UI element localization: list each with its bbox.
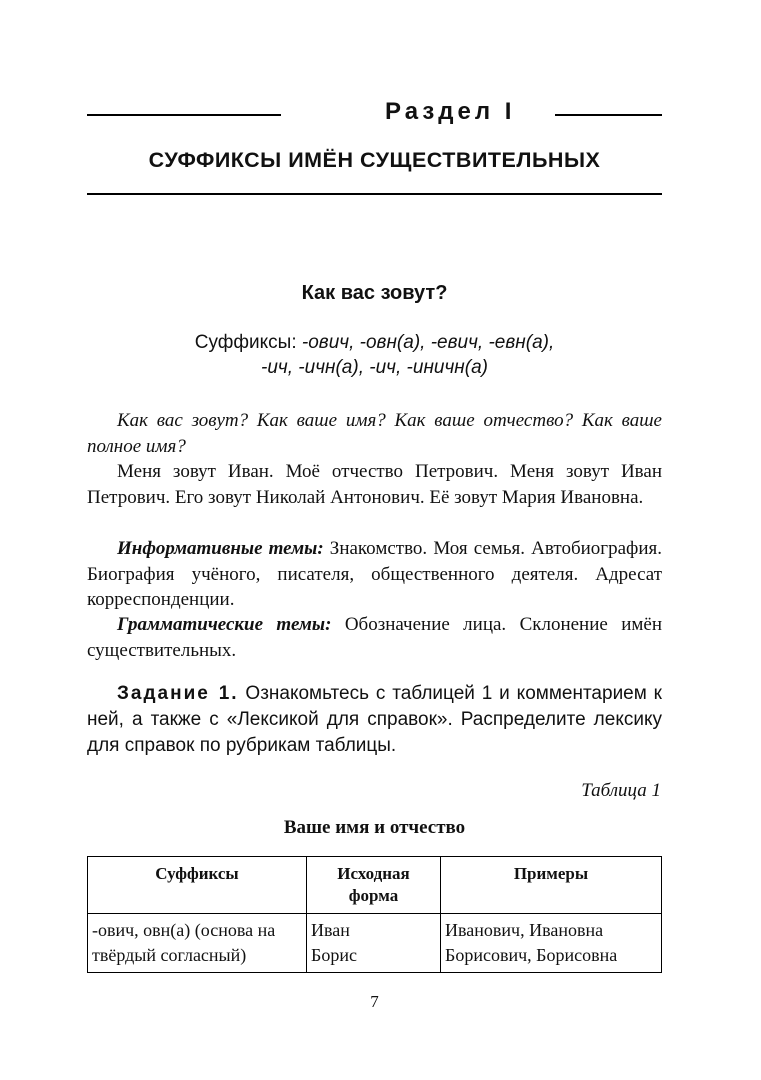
suffix-line-1 bbox=[87, 332, 662, 354]
section-header bbox=[87, 96, 662, 136]
grammar-topics-label: Грамматические темы: bbox=[117, 614, 332, 635]
header-source-form: Исходная форма bbox=[307, 857, 441, 914]
title-rule bbox=[87, 193, 662, 195]
suffix-prefix: Суффиксы: bbox=[194, 332, 302, 353]
chapter-title: СУФФИКСЫ ИМЁН СУЩЕСТВИТЕЛЬНЫХ bbox=[148, 148, 601, 172]
table-header-row bbox=[88, 857, 662, 914]
paragraph-questions bbox=[87, 408, 662, 459]
suffix-list-1: -ович, -овн(а), -евич, -евн(а), bbox=[301, 332, 555, 353]
paragraph-examples bbox=[87, 459, 662, 510]
cell-suffix: -ович, овн(а) (основа на твёрдый согласный) bbox=[88, 914, 307, 973]
lesson-title: Как вас зовут? bbox=[301, 282, 448, 304]
suffix-line-2 bbox=[87, 357, 662, 379]
section-label: Раздел I bbox=[385, 98, 516, 125]
header-suffixes: Суффиксы bbox=[88, 857, 307, 914]
task-paragraph bbox=[87, 681, 662, 759]
paragraph-info-topics bbox=[87, 536, 662, 613]
suffix-list-2: -ич, -ичн(а), -ич, -иничн(а) bbox=[261, 357, 488, 378]
questions-text: Как вас зовут? Как ваше имя? Как ваше отчество? Как ваше полное имя? bbox=[87, 410, 662, 457]
examples-text: Меня зовут Иван. Моё отчество Петрович. Меня зовут Иван Петрович. Его зовут Николай Антонович. Её зовут Мария Ивановна. bbox=[87, 461, 662, 508]
info-topics-label: Информативные темы: bbox=[117, 538, 324, 559]
info-topics-text: Знакомство. Моя семья. Автобиография. Биография учёного, писателя, общественного деятеля. Адресат корреспонденции. bbox=[87, 538, 662, 610]
task-text: Ознакомьтесь с таблицей 1 и комментарием к ней, а также с «Лексикой для справок». Распределите лексику для справок по рубрикам таблицы. bbox=[87, 683, 662, 756]
cell-examples bbox=[441, 914, 662, 973]
header-examples: Примеры bbox=[441, 857, 662, 914]
section-rule-right bbox=[555, 114, 662, 116]
grammar-topics-text: Обозначение лица. Склонение имён существительных. bbox=[87, 614, 662, 661]
example-2: Борисович, Борисовна bbox=[445, 945, 618, 965]
task-label: Задание 1. bbox=[117, 683, 239, 704]
page-number: 7 bbox=[370, 992, 379, 1011]
table-title: Ваше имя и отчество bbox=[283, 817, 466, 838]
patronymic-table bbox=[87, 856, 662, 973]
cell-source-form bbox=[307, 914, 441, 973]
table-row bbox=[88, 914, 662, 973]
paragraph-grammar-topics bbox=[87, 612, 662, 663]
source-form-1: Иван bbox=[311, 920, 350, 940]
table-caption: Таблица 1 bbox=[581, 780, 661, 801]
section-rule-left bbox=[87, 114, 281, 116]
source-form-2: Борис bbox=[311, 945, 357, 965]
example-1: Иванович, Ивановна bbox=[445, 920, 604, 940]
